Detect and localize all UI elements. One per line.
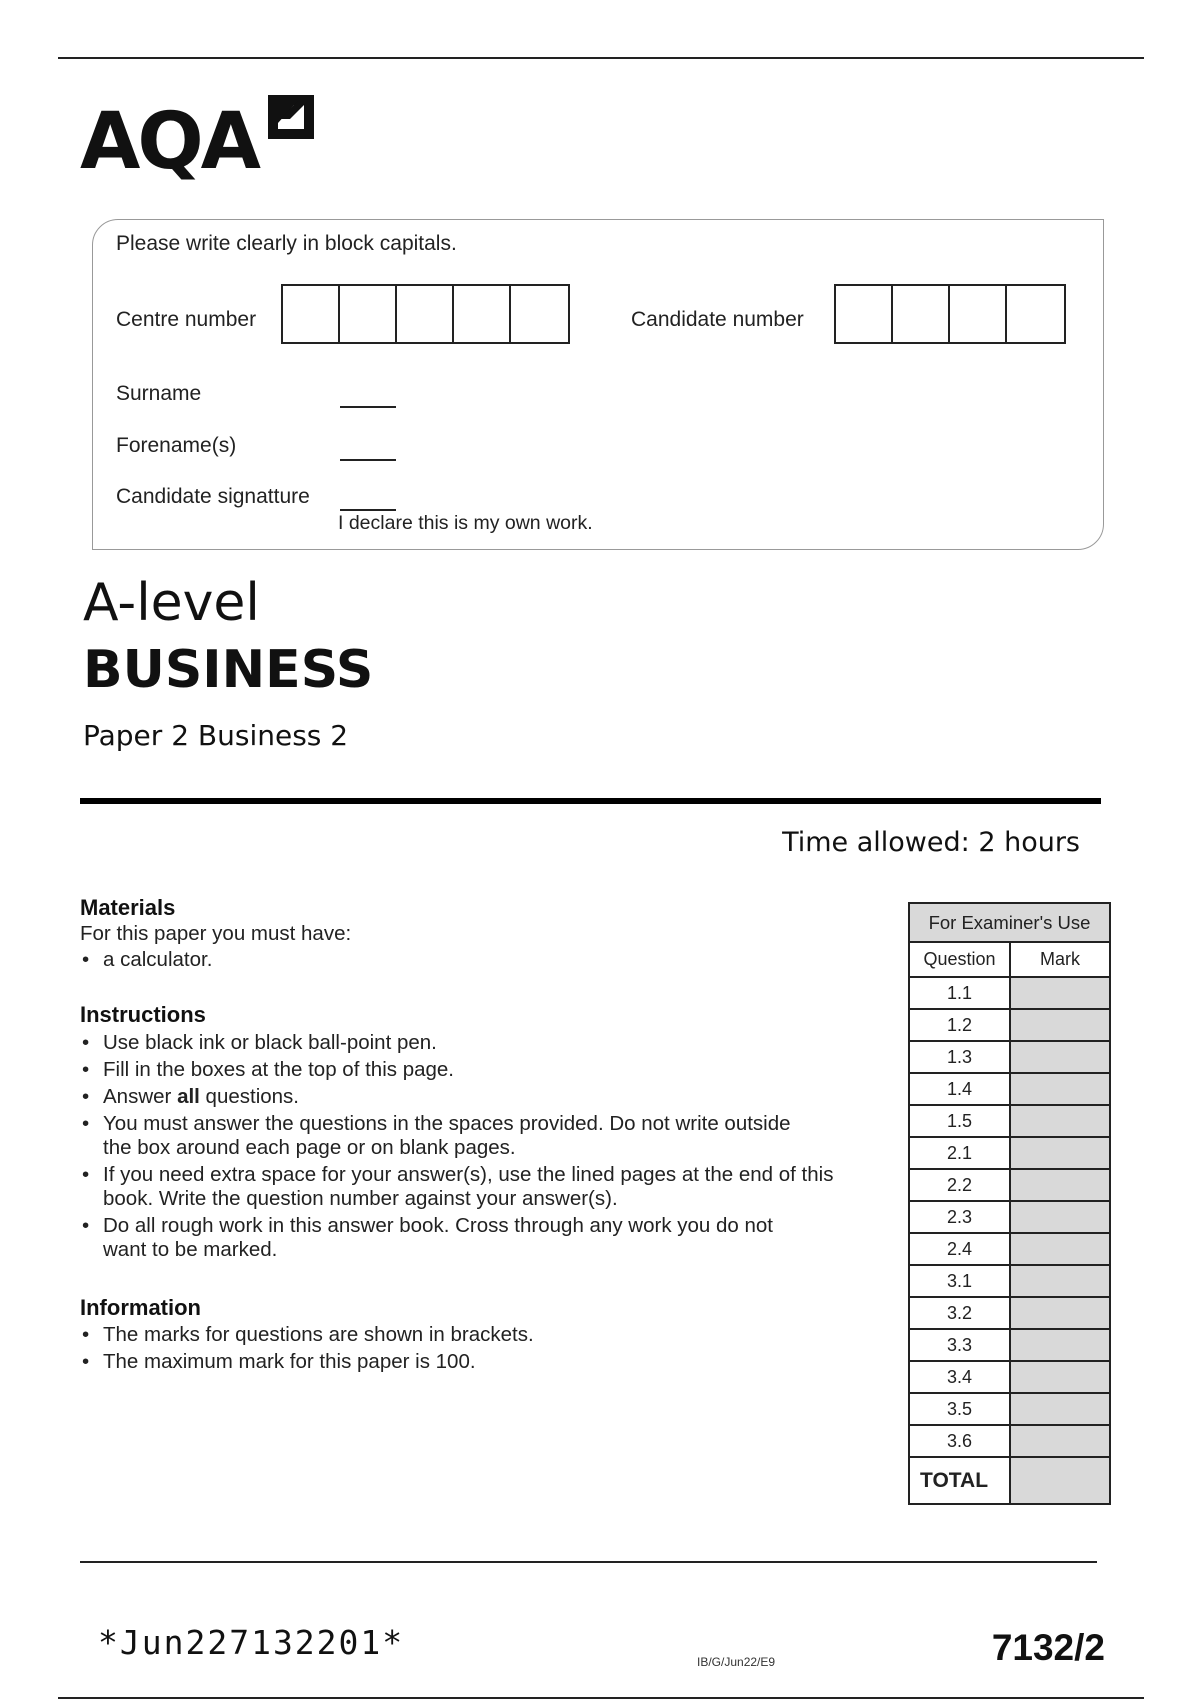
list-item: • Fill in the boxes at the top of this page. [80, 1058, 870, 1082]
total-label: TOTAL [909, 1457, 1010, 1504]
instruction-text: questions. [199, 1085, 300, 1108]
table-row [909, 1009, 1110, 1041]
mark-cell[interactable] [1010, 1329, 1110, 1361]
mark-cell[interactable] [1010, 1361, 1110, 1393]
table-title-row [909, 903, 1110, 942]
surname-label: Surname [116, 382, 202, 405]
centre-number-label: Centre number [116, 308, 257, 331]
table-row [909, 1105, 1110, 1137]
question-column-header: Question [909, 942, 1010, 977]
paper-title: Paper 2 Business 2 [83, 719, 349, 752]
list-item: • a calculator. [80, 948, 870, 972]
centre-digit-box[interactable] [511, 286, 568, 342]
table-row [909, 1201, 1110, 1233]
table-row [909, 1393, 1110, 1425]
table-row [909, 1425, 1110, 1457]
candidate-number-label: Candidate number [631, 308, 804, 331]
table-header-row [909, 942, 1110, 977]
question-number: 3.1 [909, 1265, 1010, 1297]
mark-cell[interactable] [1010, 1009, 1110, 1041]
candidate-digit-box[interactable] [836, 286, 893, 342]
question-number: 2.2 [909, 1169, 1010, 1201]
question-number: 3.5 [909, 1393, 1010, 1425]
paper-code: 7132/2 [991, 1627, 1105, 1668]
signature-line[interactable] [340, 509, 396, 511]
forenames-line[interactable] [340, 459, 396, 461]
mark-cell[interactable] [1010, 1169, 1110, 1201]
table-row [909, 1169, 1110, 1201]
aqa-logo-text: AQA [80, 97, 259, 187]
list-item: • The maximum mark for this paper is 100. [80, 1350, 870, 1374]
mark-cell[interactable] [1010, 977, 1110, 1009]
centre-digit-box[interactable] [340, 286, 397, 342]
table-row [909, 1329, 1110, 1361]
materials-intro: For this paper you must have: [80, 922, 352, 945]
title-divider [80, 798, 1101, 804]
instructions-list [80, 1031, 870, 1265]
table-row [909, 1233, 1110, 1265]
examiners-use-title: For Examiner's Use [909, 903, 1110, 942]
surname-line[interactable] [340, 406, 396, 408]
question-number: 3.4 [909, 1361, 1010, 1393]
mark-cell[interactable] [1010, 1073, 1110, 1105]
centre-number-boxes[interactable] [281, 284, 570, 344]
mark-cell[interactable] [1010, 1105, 1110, 1137]
candidate-digit-box[interactable] [950, 286, 1007, 342]
declaration-text: I declare this is my own work. [338, 512, 593, 534]
information-heading: Information [80, 1295, 201, 1320]
mark-cell[interactable] [1010, 1137, 1110, 1169]
list-item: • Use black ink or black ball-point pen. [80, 1031, 870, 1055]
question-number: 2.1 [909, 1137, 1010, 1169]
examiners-use-table [908, 902, 1111, 1505]
mark-cell[interactable] [1010, 1201, 1110, 1233]
table-row [909, 1265, 1110, 1297]
question-number: 2.4 [909, 1233, 1010, 1265]
centre-digit-box[interactable] [283, 286, 340, 342]
table-row [909, 1137, 1110, 1169]
materials-heading: Materials [80, 895, 176, 920]
bottom-edge-rule [58, 1697, 1144, 1699]
mark-cell[interactable] [1010, 1425, 1110, 1457]
question-number: 3.6 [909, 1425, 1010, 1457]
table-row [909, 1041, 1110, 1073]
list-item: • The marks for questions are shown in brackets. [80, 1323, 870, 1347]
centre-digit-box[interactable] [397, 286, 454, 342]
print-reference: IB/G/Jun22/E9 [697, 1655, 776, 1669]
forenames-label: Forename(s) [116, 434, 237, 457]
mark-cell[interactable] [1010, 1233, 1110, 1265]
materials-list [80, 948, 870, 975]
list-item [80, 1085, 870, 1109]
question-number: 1.5 [909, 1105, 1010, 1137]
question-number: 1.4 [909, 1073, 1010, 1105]
centre-digit-box[interactable] [454, 286, 511, 342]
question-number: 1.2 [909, 1009, 1010, 1041]
list-item: • If you need extra space for your answer(s), use the lined pages at the end of this book. Write the question number against your answer(s). [80, 1163, 870, 1211]
candidate-number-boxes[interactable] [834, 284, 1066, 344]
mark-cell[interactable] [1010, 1041, 1110, 1073]
question-number: 1.1 [909, 977, 1010, 1009]
instruction-text: Answer [103, 1085, 178, 1108]
information-list [80, 1323, 870, 1377]
bottom-rule [80, 1561, 1097, 1563]
mark-cell[interactable] [1010, 1297, 1110, 1329]
question-number: 2.3 [909, 1201, 1010, 1233]
candidate-details-box [92, 219, 1104, 550]
mark-cell[interactable] [1010, 1393, 1110, 1425]
signature-label: Candidate signatture [116, 485, 310, 508]
candidate-digit-box[interactable] [893, 286, 950, 342]
candidate-digit-box[interactable] [1007, 286, 1064, 342]
top-rule [58, 57, 1144, 59]
total-row [909, 1457, 1110, 1504]
question-number: 1.3 [909, 1041, 1010, 1073]
table-row [909, 1297, 1110, 1329]
barcode-text: *Jun227132201* [98, 1623, 405, 1662]
question-number: 3.3 [909, 1329, 1010, 1361]
time-allowed: Time allowed: 2 hours [782, 827, 1080, 858]
mark-cell[interactable] [1010, 1265, 1110, 1297]
instructions-heading: Instructions [80, 1002, 206, 1027]
table-row [909, 1073, 1110, 1105]
mark-column-header: Mark [1010, 942, 1110, 977]
instruction-emphasis: all [177, 1085, 200, 1108]
qualification-level: A-level [83, 573, 260, 633]
list-item: • You must answer the questions in the spaces provided. Do not write outside the box around each page or on blank pages. [80, 1112, 793, 1160]
table-row [909, 1361, 1110, 1393]
list-item: • Do all rough work in this answer book. Cross through any work you do not want to be marked. [80, 1214, 793, 1262]
total-mark-cell[interactable] [1010, 1457, 1110, 1504]
aqa-logo [80, 85, 318, 187]
question-number: 3.2 [909, 1297, 1010, 1329]
table-row [909, 977, 1110, 1009]
subject-title: BUSINESS [83, 640, 374, 700]
block-capitals-instruction: Please write clearly in block capitals. [116, 232, 457, 255]
aqa-leaf-icon [264, 89, 318, 145]
